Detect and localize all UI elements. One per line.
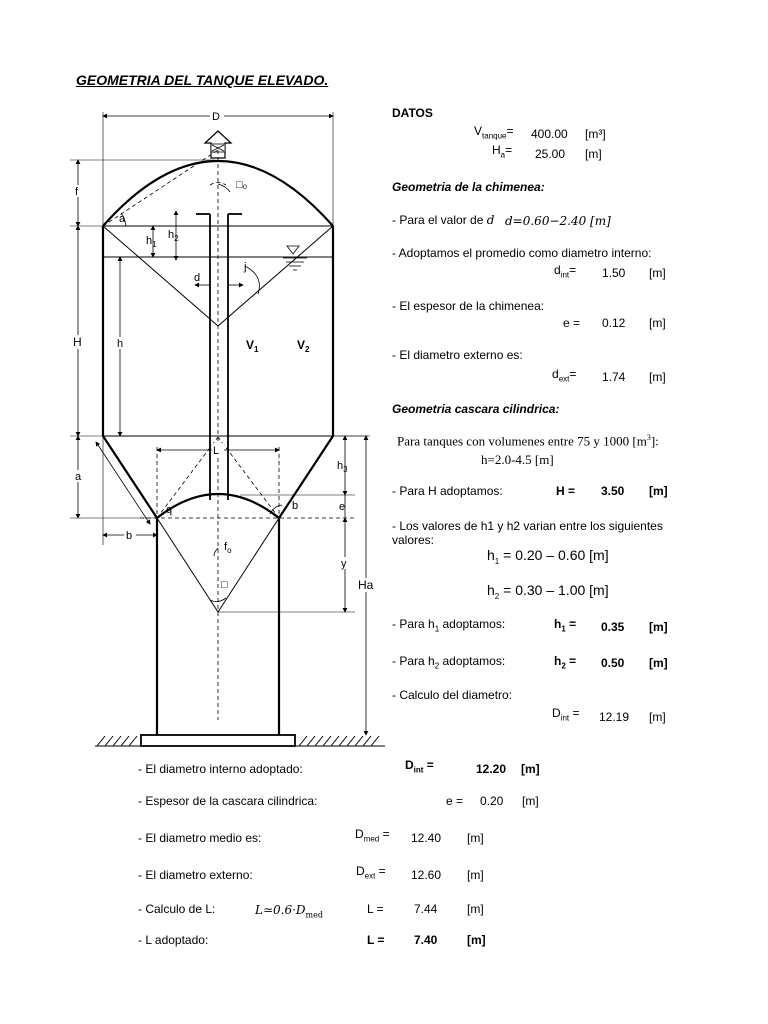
cascara-heading: Geometria cascara cilindrica: <box>392 402 560 416</box>
dim-a: a <box>75 471 82 483</box>
dim-e: e <box>339 501 346 513</box>
dim-H: H <box>73 335 82 349</box>
svg-text:h2: $h_2$ <box>168 229 179 243</box>
calculo-diametro-text: - Calculo del diametro: <box>392 688 513 702</box>
h2-range: $h_2 = 0.30 - 1.00$ [m] <box>487 582 609 601</box>
dim-h: h <box>117 338 124 350</box>
cone-left <box>103 436 157 518</box>
water-level-icon <box>287 246 299 254</box>
L-adoptado-unit: [m] <box>467 933 486 947</box>
dim-h3: h <box>337 460 344 472</box>
Dint-label: $D_{int}$ = <box>552 706 580 723</box>
valores-text-1: - Los valores de h1 y h2 varian entre los siguientes <box>392 519 663 533</box>
medio-unit: [m] <box>467 831 484 845</box>
tanques-text: Para tanques con volumenes entre 75 y 1000 $[m^3]$: <box>397 433 659 449</box>
angle-a: a <box>119 213 126 225</box>
h1-label: $h_1$ = <box>554 617 577 634</box>
foundation <box>141 735 295 746</box>
dim-f: f <box>75 186 79 198</box>
espesor-text: - Espesor de la cascara cilindrica: <box>138 794 318 808</box>
Dint-value: 12.19 <box>599 710 630 724</box>
externo-text: - El diametro externo: <box>138 868 253 882</box>
valores-text-2: valores: <box>392 533 435 547</box>
H-unit: [m] <box>649 484 668 498</box>
dint-value: 1.50 <box>602 266 626 280</box>
espesor-unit: [m] <box>522 794 539 808</box>
para-h1-text: - Para $h_1$ adoptamos: <box>392 617 506 634</box>
e-chimenea-unit: [m] <box>649 316 666 330</box>
dim-L: L <box>213 445 220 457</box>
externo-value: 12.60 <box>411 868 442 882</box>
espesor-label: e = <box>446 794 464 808</box>
svg-text:h3: $h_3$ <box>337 460 348 474</box>
h2-unit: [m] <box>649 656 668 670</box>
h1-range: $h_1 = 0.20 - 0.60$ [m] <box>487 547 609 566</box>
h-range: h=2.0-4.5 [m] <box>481 452 554 467</box>
adoptado-label: $D_{int}$ = <box>405 758 434 775</box>
h1-value: 0.35 <box>601 620 625 634</box>
svg-text:V2: $V_2$ <box>297 338 310 354</box>
adoptamos-promedio-text: - Adoptamos el promedio como diametro interno: <box>392 246 652 260</box>
dim-D: D <box>212 111 220 123</box>
angle-q: q <box>166 504 173 516</box>
espesor-value: 0.20 <box>480 794 504 808</box>
externo-chimenea-text: - El diametro externo es: <box>392 348 523 362</box>
vtanque-value: 400.00 <box>531 127 568 141</box>
chimenea-formula: d=0.60−2.40 [m] <box>505 214 611 228</box>
dext-unit: [m] <box>649 370 666 384</box>
externo-label: $D_{ext}$ = <box>356 864 386 881</box>
calculo-L-unit: [m] <box>467 902 484 916</box>
e-chimenea-label: e = <box>563 316 581 330</box>
h1-unit: [m] <box>649 620 668 634</box>
L-adoptado-text: - L adoptado: <box>138 933 209 947</box>
label-V1: V <box>246 338 255 352</box>
Dint-unit: [m] <box>649 710 666 724</box>
h2-value: 0.50 <box>601 656 625 670</box>
dim-b: b <box>126 530 133 542</box>
cone-right <box>279 436 333 518</box>
angle-theta: □ <box>221 579 228 591</box>
svg-text:V1: $V_1$ <box>246 338 259 354</box>
H-label: H = <box>556 484 576 498</box>
para-h2-text: - Para $h_2$ adoptamos: <box>392 654 506 671</box>
adoptado-unit: [m] <box>521 762 540 776</box>
angle-theta0: □₀ <box>236 179 248 191</box>
page-title: GEOMETRIA DEL TANQUE ELEVADO. <box>76 72 329 88</box>
dint-label: $d_{int}=$ <box>554 263 577 280</box>
dim-y: y <box>341 558 347 570</box>
L-adoptado-value: 7.40 <box>414 933 438 947</box>
dim-d: d <box>194 272 201 284</box>
label-V2: V <box>297 338 306 352</box>
dim-Ha: Ha <box>358 578 374 592</box>
calculo-L-value: 7.44 <box>414 902 438 916</box>
vtanque-unit: [m³] <box>585 127 606 141</box>
ha-label: $H_a=$ <box>492 143 513 160</box>
para-valor-text: - Para el valor de d <box>392 213 495 227</box>
dim-h2: h <box>168 229 175 241</box>
calculo-L-text: - Calculo de L: <box>138 902 216 916</box>
externo-unit: [m] <box>467 868 484 882</box>
dext-value: 1.74 <box>602 370 626 384</box>
espesor-chimenea-text: - El espesor de la chimenea: <box>392 299 545 313</box>
ha-value: 25.00 <box>535 147 566 161</box>
adoptado-value: 12.20 <box>476 762 507 776</box>
H-value: 3.50 <box>601 484 625 498</box>
angle-b: b <box>292 500 299 512</box>
label-fo: f <box>224 541 228 553</box>
svg-text:h1: $h_1$ <box>146 235 157 249</box>
medio-label: $D_{med}$ = <box>355 827 390 844</box>
para-H-text: - Para H adoptamos: <box>392 484 503 498</box>
calculo-L-formula: $L≃0.6\cdot D_{med}$ <box>255 903 323 920</box>
adoptado-text: - El diametro interno adoptado: <box>138 762 303 776</box>
chimenea-heading: Geometria de la chimenea: <box>392 180 545 194</box>
ha-unit: [m] <box>585 147 602 161</box>
datos-heading: DATOS <box>392 106 433 120</box>
dext-label: $d_{ext}=$ <box>552 367 577 384</box>
svg-text:fo: $f_o$ <box>224 541 232 555</box>
tank-diagram <box>0 0 400 760</box>
medio-value: 12.40 <box>411 831 442 845</box>
medio-text: - El diametro medio es: <box>138 831 262 845</box>
vtanque-label: $V_{tanque}=$ <box>474 124 514 141</box>
calculo-L-label: L = <box>367 902 384 916</box>
h2-label: $h_2$ = <box>554 654 577 671</box>
angle-j: j <box>244 261 247 273</box>
e-chimenea-value: 0.12 <box>602 316 626 330</box>
L-adoptado-label: L = <box>367 933 385 947</box>
dint-unit: [m] <box>649 266 666 280</box>
dim-h1: h <box>146 235 153 247</box>
